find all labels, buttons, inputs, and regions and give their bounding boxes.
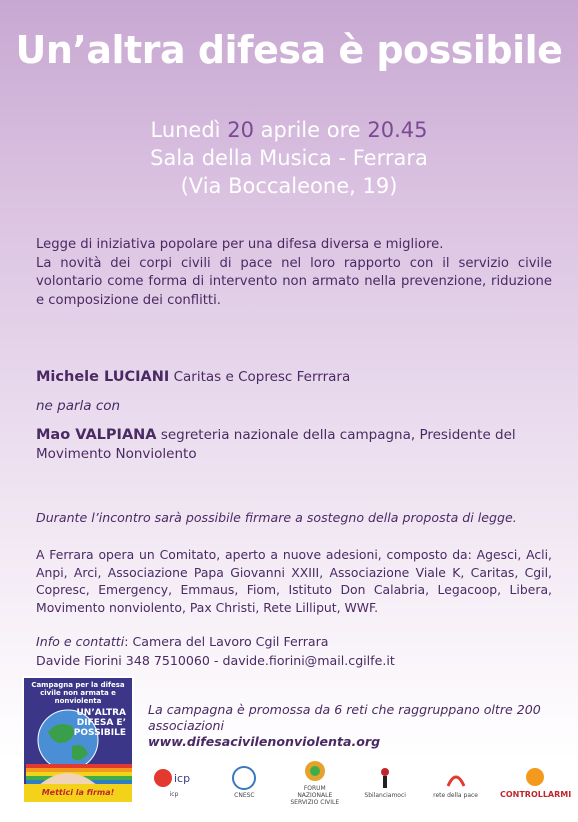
event-info <box>0 116 578 200</box>
logo-cnesc-label: CNESC <box>234 791 255 799</box>
logo-controllarmi-label: CONTROLLARMI <box>499 789 572 799</box>
contacts-label: Info e contatti <box>36 634 125 649</box>
logo-forum-label: FORUM NAZIONALE SERVIZIO CIVILE <box>290 784 340 806</box>
partner-logos <box>148 760 570 804</box>
badge-main-text: UN’ALTRA DIFESA E’ POSSIBILE <box>73 708 126 738</box>
logo-controllarmi <box>500 766 570 799</box>
event-date: 20 <box>227 118 254 142</box>
logo-sbilanciamoci-label: Sbilanciamoci <box>364 791 406 799</box>
connector-text: ne parla con <box>36 398 121 414</box>
speaker-2 <box>36 426 552 464</box>
event-venue: Sala della Musica - Ferrara <box>150 146 428 170</box>
committee-text: A Ferrara opera un Comitato, aperto a nuove adesioni, composto da: Agesci, Acli, Anpi, Arci, Associazione Papa Giovanni XXIII, Associazione Viale K, Caritas, Cgil, Copresc, Emergency, Emmaus, Fiom, Istituto Don Calabria, Legacoop, Libera, Movimento nonviolento, Pax Christi, Rete Lilliput, WWF. <box>36 547 552 615</box>
speakers <box>36 368 552 474</box>
speaker-1 <box>36 368 552 387</box>
event-datetime <box>0 116 578 144</box>
logo-icp-label: icp <box>169 790 179 798</box>
promo <box>148 702 558 750</box>
promo-url[interactable]: www.difesacivilenonviolenta.org <box>148 734 381 749</box>
speaker-1-name: Michele LUCIANI <box>36 369 170 385</box>
svg-text:icp: icp <box>174 771 191 785</box>
event-day: Lunedì <box>150 118 221 142</box>
sign-note: Durante l’incontro sarà possibile firmare a sostegno della proposta di legge. <box>36 510 517 525</box>
logo-forum <box>289 759 341 806</box>
rainbow-icon <box>444 766 468 790</box>
speaker-1-role: Caritas e Copresc Ferrrara <box>173 369 351 385</box>
logo-icp <box>148 767 200 798</box>
intro-line-2: La novità dei corpi civili di pace nel loro rapporto con il servizio civile volontario come forma di intervento non armato nella prevenzione, riduzione e composizione dei conflitti. <box>36 255 552 308</box>
contacts-line-1 <box>36 632 552 651</box>
controllarmi-icon <box>524 766 546 788</box>
badge-top-text: Campagna per la difesa civile non armata e nonviolenta <box>31 681 125 705</box>
intro-text <box>36 236 552 310</box>
logo-rete-pace <box>430 766 482 799</box>
logo-sbilanciamoci <box>359 766 411 799</box>
cnesc-icon <box>229 766 259 790</box>
contacts <box>36 632 552 670</box>
logo-cnesc <box>218 766 270 799</box>
event-month: aprile ore <box>260 118 361 142</box>
contacts-org: : Camera del Lavoro Cgil Ferrara <box>124 634 329 649</box>
logo-rete-pace-label: rete della pace <box>433 791 478 799</box>
figure-icon <box>373 766 397 790</box>
speaker-connector <box>36 397 552 416</box>
speaker-2-name: Mao VALPIANA <box>36 427 157 443</box>
icp-icon <box>152 767 196 789</box>
event-time: 20.45 <box>367 118 428 142</box>
badge-foot-text: Mettici la firma! <box>24 784 132 802</box>
event-address: (Via Boccaleone, 19) <box>180 174 398 198</box>
promo-text: La campagna è promossa da 6 reti che raggruppano oltre 200 associazioni <box>148 702 541 733</box>
campaign-logo <box>22 676 134 804</box>
page-title: Un’altra difesa è possibile <box>15 28 563 72</box>
contacts-person: Davide Fiorini 348 7510060 - davide.fiorini@mail.cgilfe.it <box>36 653 395 668</box>
speaker-2-role: segreteria nazionale della campagna, Presidente del Movimento Nonviolento <box>36 427 516 462</box>
forum-icon <box>300 759 330 783</box>
intro-line-1: Legge di iniziativa popolare per una difesa diversa e migliore. <box>36 237 444 252</box>
